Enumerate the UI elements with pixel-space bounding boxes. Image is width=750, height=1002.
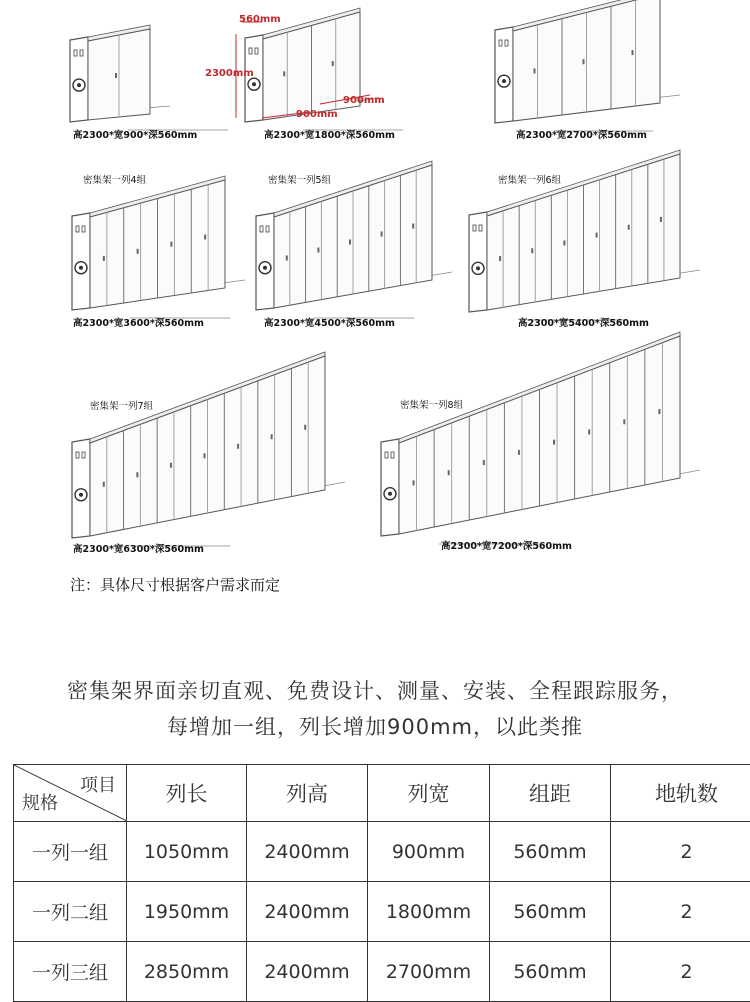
service-description: 密集架界面亲切直观、免费设计、测量、安装、全程跟踪服务， [0, 675, 750, 705]
table-row [14, 822, 750, 882]
table-cell: 2400mm [247, 882, 368, 942]
door-handle [317, 248, 319, 253]
table-cell: 560mm [490, 882, 611, 942]
door-handle [448, 470, 450, 475]
door-handle [658, 409, 660, 414]
door-handle [623, 419, 625, 424]
handwheel-hub [79, 493, 83, 497]
table-row [14, 882, 750, 942]
column-header: 列高 [247, 765, 368, 822]
door-handle [204, 235, 206, 240]
door-handle [553, 440, 555, 445]
door-handle [531, 248, 533, 253]
rack-size-label: 高2300*宽900*深560mm [73, 127, 197, 141]
table-cell: 2400mm [247, 942, 368, 1002]
rack-group-label: 密集架一列8组 [400, 397, 463, 411]
table-cell: 2400mm [247, 822, 368, 882]
size-note: 注：具体尺寸根据客户需求而定 [70, 574, 280, 595]
dim-height-label: 2300mm [205, 68, 254, 79]
table-cell: 2850mm [127, 942, 247, 1002]
dim-depth-label: 560mm [239, 14, 281, 25]
table-cell: 1050mm [127, 822, 247, 882]
dim-width-a-label: 900mm [296, 109, 338, 120]
rack-group-label: 密集架一列5组 [268, 172, 331, 186]
door-handle [349, 240, 351, 245]
door-handle [103, 482, 105, 487]
handwheel-hub [263, 266, 267, 270]
rack-size-label: 高2300*宽5400*深560mm [518, 315, 649, 329]
rack-size-label: 高2300*宽6300*深560mm [73, 541, 204, 555]
row-name: 一列二组 [14, 882, 127, 942]
door-handle [381, 232, 383, 237]
handwheel-hub [79, 266, 83, 270]
door-handle [660, 217, 662, 222]
door-handle [136, 472, 138, 477]
table-cell: 1800mm [368, 882, 490, 942]
table-row [14, 942, 750, 1002]
rack-size-label: 高2300*宽1800*深560mm [264, 127, 395, 141]
table-cell: 560mm [490, 942, 611, 1002]
door-handle [632, 50, 634, 55]
door-handle [271, 434, 273, 439]
door-handle [596, 233, 598, 238]
table-cell: 560mm [490, 822, 611, 882]
handwheel-hub [388, 492, 392, 496]
door-handle [170, 242, 172, 247]
rack-group-label: 密集架一列4组 [83, 172, 146, 186]
door-handle [283, 71, 285, 76]
row-name: 一列一组 [14, 822, 127, 882]
table-header-row [14, 765, 750, 822]
spec-table [13, 764, 750, 1002]
table-cell: 2 [611, 882, 750, 942]
column-header: 列宽 [368, 765, 490, 822]
door-handle [483, 460, 485, 465]
rack-size-label: 高2300*宽2700*深560mm [516, 127, 647, 141]
door-handle [413, 480, 415, 485]
door-handle [499, 256, 501, 261]
door-handle [412, 224, 414, 229]
door-handle [563, 240, 565, 245]
dim-width-b-label: 900mm [343, 95, 385, 106]
handwheel-hub [77, 83, 81, 87]
door-handle [518, 450, 520, 455]
corner-cell [14, 765, 127, 822]
door-handle [534, 68, 536, 73]
handwheel-hub [252, 82, 256, 86]
rack-group-label: 密集架一列6组 [498, 172, 561, 186]
door-handle [237, 444, 239, 449]
door-handle [628, 225, 630, 230]
rack-size-label: 高2300*宽4500*深560mm [264, 315, 395, 329]
door-handle [204, 453, 206, 458]
table-cell: 2 [611, 822, 750, 882]
row-name: 一列三组 [14, 942, 127, 1002]
door-handle [103, 256, 105, 261]
handwheel-hub [502, 79, 506, 83]
rack-group-label: 密集架一列7组 [90, 398, 153, 412]
door-handle [286, 256, 288, 261]
handwheel-hub [476, 266, 480, 270]
door-handle [304, 425, 306, 430]
column-header: 列长 [127, 765, 247, 822]
corner-top-label: 项目 [80, 771, 116, 797]
column-header: 地轨数 [611, 765, 750, 822]
door-handle [588, 429, 590, 434]
table-cell: 900mm [368, 822, 490, 882]
column-header: 组距 [490, 765, 611, 822]
increment-description: 每增加一组，列长增加900mm，以此类推 [0, 711, 750, 741]
door-handle [115, 73, 117, 78]
table-cell: 2700mm [368, 942, 490, 1002]
table-cell: 2 [611, 942, 750, 1002]
door-handle [137, 249, 139, 254]
rack-size-label: 高2300*宽3600*深560mm [73, 315, 204, 329]
door-handle [170, 463, 172, 468]
corner-bottom-label: 规格 [22, 789, 58, 815]
rack-size-label: 高2300*宽7200*深560mm [441, 538, 572, 552]
table-cell: 1950mm [127, 882, 247, 942]
door-handle [332, 61, 334, 66]
door-handle [583, 59, 585, 64]
